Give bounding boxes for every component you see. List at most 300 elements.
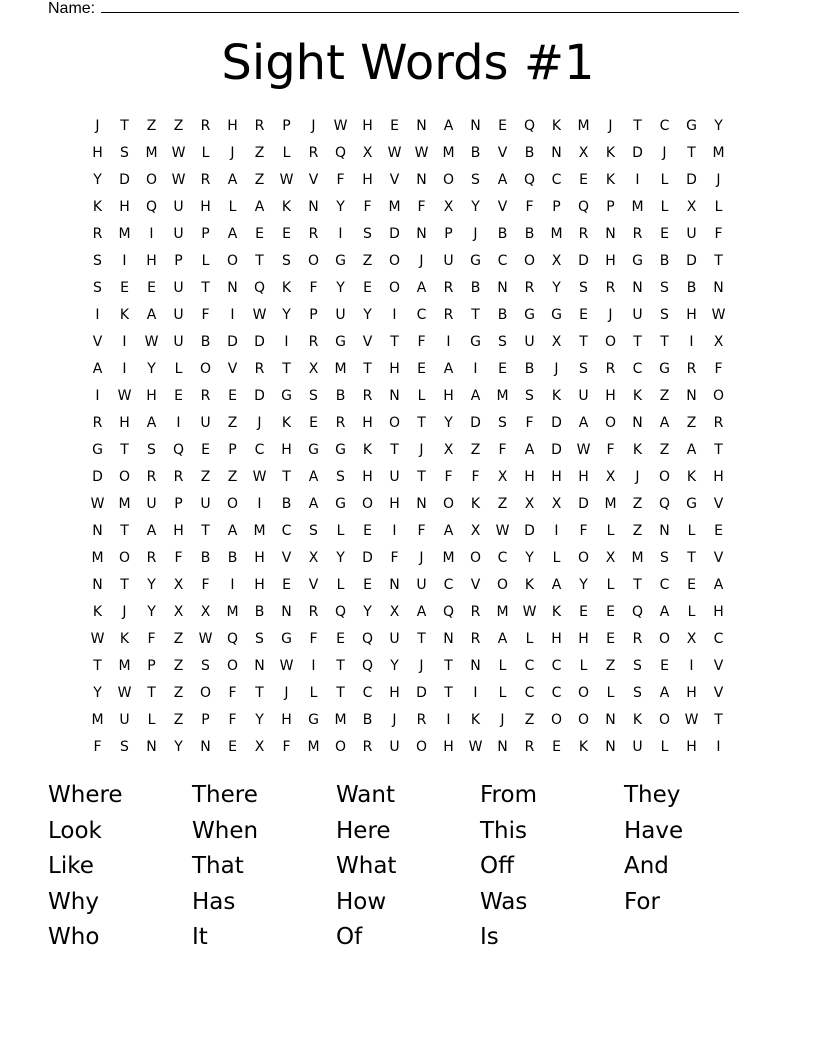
grid-cell: T — [687, 145, 696, 161]
grid-cell: K — [281, 199, 292, 215]
grid-cell: R — [308, 145, 319, 161]
grid-cell: O — [361, 496, 374, 512]
grid-cell: W — [252, 307, 267, 323]
grid-cell: N — [659, 523, 670, 539]
grid-cell: U — [173, 307, 184, 323]
grid-cell: G — [308, 712, 319, 728]
grid-cell: W — [117, 388, 132, 404]
grid-cell: O — [415, 739, 428, 755]
grid-cell: I — [230, 577, 235, 593]
grid-cell: V — [497, 199, 508, 215]
grid-cell: W — [711, 307, 726, 323]
grid-cell: D — [686, 172, 697, 188]
grid-cell: T — [633, 334, 642, 350]
grid-row — [84, 383, 732, 410]
grid-cell: V — [362, 334, 373, 350]
grid-cell: R — [362, 739, 373, 755]
grid-row — [84, 194, 732, 221]
grid-cell: G — [335, 334, 346, 350]
grid-cell: E — [606, 604, 615, 620]
grid-cell: Z — [470, 442, 481, 458]
grid-cell: Y — [390, 658, 399, 674]
grid-cell: E — [714, 523, 723, 539]
grid-cell: H — [686, 739, 697, 755]
grid-cell: C — [713, 631, 724, 647]
grid-cell: Y — [147, 361, 156, 377]
grid-cell: F — [282, 739, 291, 755]
grid-cell: Z — [173, 118, 184, 134]
grid-cell: U — [173, 334, 184, 350]
grid-cell: V — [308, 172, 319, 188]
grid-cell: V — [713, 496, 724, 512]
grid-cell: L — [309, 685, 318, 701]
grid-cell: R — [146, 550, 157, 566]
grid-cell: X — [470, 523, 481, 539]
grid-cell: T — [390, 334, 399, 350]
grid-cell: W — [252, 469, 267, 485]
grid-cell: N — [497, 739, 508, 755]
grid-cell: Y — [336, 199, 345, 215]
grid-cell: N — [470, 118, 481, 134]
grid-cell: N — [497, 280, 508, 296]
grid-cell: S — [93, 280, 102, 296]
grid-cell: T — [93, 658, 102, 674]
grid-cell: A — [497, 631, 508, 647]
grid-cell: H — [578, 631, 589, 647]
grid-cell: K — [470, 496, 481, 512]
grid-cell: J — [554, 361, 559, 377]
grid-cell: T — [417, 415, 426, 431]
grid-cell: Y — [255, 712, 264, 728]
grid-cell: F — [309, 280, 318, 296]
grid-cell: Z — [173, 712, 184, 728]
grid-cell: K — [281, 280, 292, 296]
grid-cell: L — [579, 658, 588, 674]
grid-cell: J — [419, 658, 424, 674]
grid-cell: H — [281, 712, 292, 728]
grid-cell: E — [309, 415, 318, 431]
grid-cell: G — [686, 118, 697, 134]
grid-cell: V — [497, 145, 508, 161]
grid-cell: L — [228, 199, 237, 215]
grid-cell: P — [552, 199, 561, 215]
grid-cell: U — [200, 496, 211, 512]
grid-cell: R — [173, 469, 184, 485]
grid-cell: Z — [497, 496, 508, 512]
grid-cell: K — [686, 469, 697, 485]
grid-cell: R — [605, 280, 616, 296]
grid-cell: S — [363, 226, 372, 242]
grid-cell: J — [95, 118, 100, 134]
grid-cell: N — [713, 280, 724, 296]
grid-cell: L — [606, 685, 615, 701]
grid-cell: O — [388, 280, 401, 296]
grid-cell: E — [201, 442, 210, 458]
grid-cell: I — [716, 739, 721, 755]
grid-cell: N — [92, 577, 103, 593]
grid-cell: I — [230, 307, 235, 323]
grid-cell: E — [579, 604, 588, 620]
grid-cell: N — [470, 658, 481, 674]
grid-cell: N — [416, 118, 427, 134]
grid-cell: Q — [253, 280, 266, 296]
grid-cell: H — [578, 469, 589, 485]
grid-cell: T — [714, 442, 723, 458]
grid-cell: N — [254, 658, 265, 674]
grid-cell: R — [200, 172, 211, 188]
grid-cell: L — [687, 604, 696, 620]
grid-cell: E — [120, 280, 129, 296]
grid-cell: A — [497, 172, 508, 188]
grid-cell: E — [687, 577, 696, 593]
word-list-item: Here — [336, 817, 391, 844]
grid-cell: J — [635, 469, 640, 485]
grid-cell: D — [551, 415, 562, 431]
grid-cell: M — [496, 604, 509, 620]
grid-cell: S — [660, 280, 669, 296]
grid-cell: A — [227, 172, 238, 188]
grid-cell: Q — [523, 172, 536, 188]
grid-cell: R — [362, 388, 373, 404]
grid-cell: R — [632, 226, 643, 242]
grid-cell: J — [608, 118, 613, 134]
grid-cell: R — [470, 604, 481, 620]
grid-cell: R — [92, 415, 103, 431]
grid-cell: A — [146, 307, 157, 323]
grid-cell: V — [713, 658, 724, 674]
grid-cell: R — [92, 226, 103, 242]
grid-cell: C — [524, 658, 535, 674]
grid-cell: H — [173, 523, 184, 539]
grid-row — [84, 680, 732, 707]
grid-cell: Z — [632, 523, 643, 539]
grid-cell: N — [416, 226, 427, 242]
grid-cell: H — [605, 253, 616, 269]
grid-cell: Z — [686, 415, 697, 431]
grid-cell: P — [147, 658, 156, 674]
grid-cell: A — [578, 415, 589, 431]
grid-cell: A — [443, 118, 454, 134]
grid-cell: I — [473, 685, 478, 701]
grid-cell: I — [95, 307, 100, 323]
grid-cell: Y — [714, 118, 723, 134]
grid-cell: Y — [363, 604, 372, 620]
grid-cell: C — [551, 658, 562, 674]
grid-cell: O — [226, 658, 239, 674]
grid-cell: M — [712, 145, 725, 161]
grid-cell: T — [120, 442, 129, 458]
grid-cell: Y — [93, 172, 102, 188]
grid-cell: B — [200, 550, 211, 566]
grid-cell: X — [362, 145, 373, 161]
grid-cell: W — [414, 145, 429, 161]
grid-cell: L — [174, 361, 183, 377]
grid-cell: A — [443, 361, 454, 377]
grid-row — [84, 410, 732, 437]
grid-cell: S — [120, 739, 129, 755]
grid-cell: S — [579, 280, 588, 296]
grid-cell: X — [605, 550, 616, 566]
grid-cell: G — [686, 496, 697, 512]
grid-cell: H — [605, 388, 616, 404]
grid-cell: J — [284, 685, 289, 701]
name-field — [48, 0, 739, 19]
grid-cell: T — [336, 685, 345, 701]
grid-cell: I — [635, 172, 640, 188]
grid-cell: O — [442, 496, 455, 512]
grid-row — [84, 707, 732, 734]
grid-cell: R — [308, 604, 319, 620]
grid-cell: Z — [173, 685, 184, 701]
grid-cell: T — [336, 658, 345, 674]
grid-cell: Q — [361, 658, 374, 674]
grid-cell: E — [660, 226, 669, 242]
grid-row — [84, 356, 732, 383]
grid-cell: F — [147, 631, 156, 647]
grid-cell: I — [554, 523, 559, 539]
grid-row — [84, 572, 732, 599]
grid-row — [84, 626, 732, 653]
grid-cell: F — [363, 199, 372, 215]
grid-cell: K — [362, 442, 373, 458]
grid-cell: O — [199, 685, 212, 701]
grid-cell: W — [279, 658, 294, 674]
grid-cell: L — [660, 739, 669, 755]
grid-cell: Q — [442, 604, 455, 620]
grid-cell: Y — [147, 577, 156, 593]
grid-cell: O — [118, 469, 131, 485]
grid-cell: S — [309, 388, 318, 404]
grid-cell: P — [201, 226, 210, 242]
grid-cell: Q — [658, 496, 671, 512]
grid-cell: G — [92, 442, 103, 458]
grid-cell: R — [524, 280, 535, 296]
grid-cell: Z — [173, 631, 184, 647]
grid-cell: K — [470, 712, 481, 728]
word-list-item: When — [192, 817, 259, 844]
grid-cell: Z — [254, 172, 265, 188]
grid-row — [84, 113, 732, 140]
grid-cell: N — [389, 388, 400, 404]
grid-cell: I — [311, 658, 316, 674]
grid-cell: L — [147, 712, 156, 728]
grid-cell: L — [417, 388, 426, 404]
grid-cell: K — [632, 712, 643, 728]
grid-row — [84, 653, 732, 680]
word-list-item: For — [624, 888, 660, 915]
grid-cell: X — [551, 253, 562, 269]
grid-cell: U — [173, 226, 184, 242]
grid-cell: X — [443, 199, 454, 215]
grid-cell: R — [713, 415, 724, 431]
grid-cell: J — [230, 145, 235, 161]
grid-cell: I — [392, 307, 397, 323]
grid-cell: W — [387, 145, 402, 161]
grid-cell: N — [416, 172, 427, 188]
grid-cell: W — [333, 118, 348, 134]
grid-cell: F — [525, 199, 534, 215]
grid-cell: H — [551, 469, 562, 485]
grid-cell: M — [145, 145, 158, 161]
grid-cell: S — [336, 469, 345, 485]
grid-cell: A — [686, 442, 697, 458]
grid-cell: C — [551, 685, 562, 701]
grid-cell: I — [392, 523, 397, 539]
grid-cell: R — [470, 631, 481, 647]
grid-cell: N — [551, 145, 562, 161]
grid-cell: M — [631, 550, 644, 566]
grid-cell: R — [200, 118, 211, 134]
grid-cell: S — [282, 253, 291, 269]
page-title: Sight Words #1 — [221, 35, 595, 91]
grid-cell: Z — [146, 118, 157, 134]
grid-cell: L — [660, 199, 669, 215]
grid-cell: N — [227, 280, 238, 296]
grid-cell: R — [605, 361, 616, 377]
grid-cell: X — [200, 604, 211, 620]
grid-row — [84, 464, 732, 491]
grid-cell: B — [470, 145, 481, 161]
grid-cell: P — [282, 118, 291, 134]
word-list-item: And — [624, 853, 669, 879]
word-list-item: From — [480, 782, 537, 808]
grid-cell: L — [552, 550, 561, 566]
word-list-item: Is — [480, 924, 499, 950]
grid-cell: K — [551, 388, 562, 404]
grid-cell: E — [579, 307, 588, 323]
grid-cell: J — [257, 415, 262, 431]
word-list-item: That — [192, 853, 244, 879]
grid-cell: W — [522, 604, 537, 620]
grid-cell: G — [281, 388, 292, 404]
grid-cell: M — [118, 658, 131, 674]
grid-cell: Z — [362, 253, 373, 269]
grid-cell: T — [714, 712, 723, 728]
grid-cell: U — [335, 307, 346, 323]
grid-cell: A — [254, 199, 265, 215]
grid-cell: K — [92, 604, 103, 620]
grid-cell: B — [254, 604, 265, 620]
grid-cell: Z — [254, 145, 265, 161]
grid-cell: U — [200, 415, 211, 431]
grid-cell: Q — [145, 199, 158, 215]
grid-cell: X — [254, 739, 265, 755]
grid-cell: X — [443, 442, 454, 458]
grid-cell: B — [524, 361, 535, 377]
grid-cell: T — [444, 685, 453, 701]
grid-cell: T — [120, 577, 129, 593]
grid-cell: B — [659, 253, 670, 269]
grid-cell: M — [442, 145, 455, 161]
grid-cell: D — [416, 685, 427, 701]
grid-cell: G — [281, 631, 292, 647]
grid-cell: E — [498, 361, 507, 377]
grid-cell: I — [689, 334, 694, 350]
grid-cell: X — [524, 496, 535, 512]
grid-cell: H — [443, 739, 454, 755]
grid-cell: R — [443, 280, 454, 296]
grid-cell: T — [282, 361, 291, 377]
grid-cell: M — [334, 361, 347, 377]
grid-cell: Q — [226, 631, 239, 647]
grid-cell: E — [147, 280, 156, 296]
grid-cell: I — [284, 334, 289, 350]
grid-cell: D — [578, 496, 589, 512]
grid-cell: G — [659, 361, 670, 377]
grid-cell: D — [524, 523, 535, 539]
grid-cell: N — [605, 226, 616, 242]
word-list-item: Was — [480, 888, 528, 915]
grid-cell: G — [524, 307, 535, 323]
grid-cell: X — [578, 145, 589, 161]
grid-cell: S — [147, 442, 156, 458]
grid-cell: H — [92, 145, 103, 161]
grid-cell: O — [145, 172, 158, 188]
grid-cell: F — [444, 469, 453, 485]
grid-cell: D — [92, 469, 103, 485]
grid-cell: W — [90, 496, 105, 512]
grid-row — [84, 599, 732, 626]
grid-cell: R — [200, 388, 211, 404]
grid-cell: S — [309, 523, 318, 539]
grid-cell: X — [497, 469, 508, 485]
grid-cell: A — [227, 226, 238, 242]
grid-cell: D — [686, 253, 697, 269]
grid-cell: W — [495, 523, 510, 539]
grid-cell: B — [524, 145, 535, 161]
grid-cell: L — [525, 631, 534, 647]
grid-cell: A — [524, 442, 535, 458]
grid-cell: U — [389, 631, 400, 647]
name-underline[interactable] — [101, 0, 739, 13]
grid-cell: E — [417, 361, 426, 377]
grid-cell: S — [471, 172, 480, 188]
grid-cell: M — [631, 199, 644, 215]
grid-cell: K — [92, 199, 103, 215]
grid-cell: O — [604, 415, 617, 431]
grid-cell: O — [388, 253, 401, 269]
grid-cell: J — [473, 226, 478, 242]
grid-cell: N — [416, 496, 427, 512]
grid-cell: T — [633, 577, 642, 593]
grid-cell: A — [227, 523, 238, 539]
grid-cell: O — [388, 415, 401, 431]
grid-cell: P — [201, 712, 210, 728]
grid-cell: L — [336, 523, 345, 539]
word-list-item: Have — [624, 817, 684, 844]
grid-cell: E — [282, 226, 291, 242]
grid-row — [84, 491, 732, 518]
grid-cell: D — [389, 226, 400, 242]
grid-cell: J — [662, 145, 667, 161]
grid-cell: U — [389, 469, 400, 485]
grid-cell: T — [714, 253, 723, 269]
grid-cell: R — [335, 415, 346, 431]
grid-cell: N — [389, 577, 400, 593]
grid-cell: H — [713, 469, 724, 485]
grid-cell: H — [362, 118, 373, 134]
grid-cell: K — [578, 739, 589, 755]
grid-cell: T — [579, 334, 588, 350]
grid-cell: A — [443, 523, 454, 539]
grid-cell: B — [281, 496, 292, 512]
grid-cell: E — [363, 280, 372, 296]
grid-row — [84, 545, 732, 572]
grid-cell: L — [606, 523, 615, 539]
grid-cell: O — [577, 685, 590, 701]
grid-cell: Y — [282, 307, 291, 323]
grid-cell: M — [496, 388, 509, 404]
